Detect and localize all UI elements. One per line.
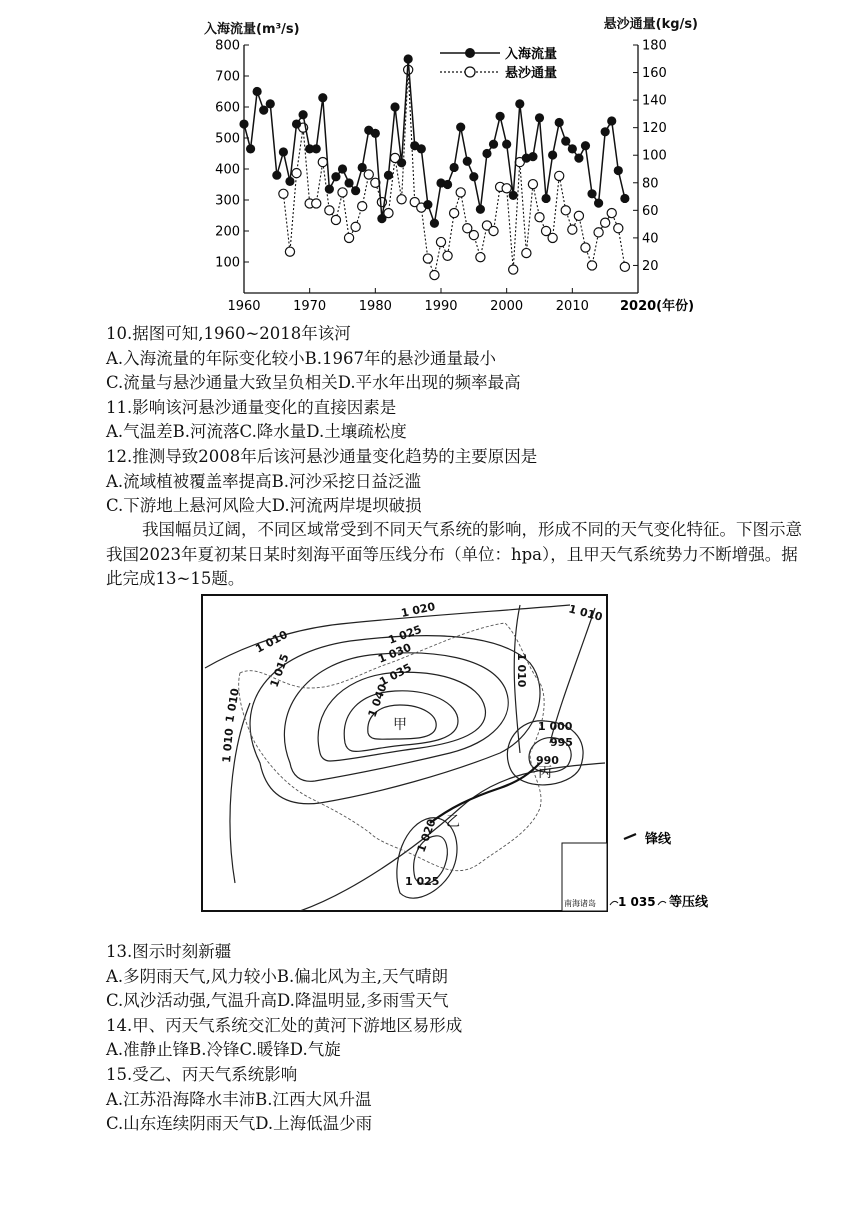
flow-point — [489, 140, 498, 149]
flow-point — [292, 119, 301, 128]
flow-point — [404, 54, 413, 63]
q14-options: A.准静止锋B.冷锋C.暖锋D.气旋 — [106, 1040, 341, 1060]
intro-paragraph-block — [106, 518, 806, 592]
flow-point — [541, 194, 550, 203]
x-tick-label: 1980 — [358, 299, 392, 314]
flow-point — [239, 119, 248, 128]
sediment-series — [279, 65, 630, 279]
x-tick-label: 2020(年份) — [620, 299, 695, 314]
left-tick-label: 400 — [215, 162, 240, 178]
sediment-point — [285, 247, 294, 256]
flow-point — [312, 144, 321, 153]
flow-point — [384, 171, 393, 180]
x-tick-label: 1960 — [227, 299, 261, 314]
flow-point — [496, 112, 505, 121]
right-tick-label: 20 — [642, 258, 659, 274]
sediment-point — [502, 184, 511, 193]
right-tick-label: 40 — [642, 231, 659, 247]
sediment-point — [397, 195, 406, 204]
flow-point — [581, 141, 590, 150]
left-tick-label: 500 — [215, 131, 240, 147]
sediment-point — [489, 226, 498, 235]
sediment-point — [312, 199, 321, 208]
isobar-label-1: 1 010 — [253, 627, 290, 656]
sediment-point — [338, 188, 347, 197]
sediment-point — [620, 262, 629, 271]
isobar-label-12: 995 — [550, 736, 573, 749]
isobar-label-10: 1 010 — [515, 653, 528, 688]
sediment-point — [436, 237, 445, 246]
flow-point — [430, 219, 439, 228]
flow-point — [482, 149, 491, 158]
flow-point — [515, 99, 524, 108]
flow-point — [587, 189, 596, 198]
sediment-point — [364, 170, 373, 179]
x-tick-label: 1990 — [424, 299, 458, 314]
isobar-label-14: 1 020 — [414, 817, 439, 855]
flow-point — [607, 116, 616, 125]
flow-point — [574, 154, 583, 163]
legend-sediment-label: 悬沙通量 — [505, 66, 558, 81]
flow-point — [325, 185, 334, 194]
right-tick-label: 140 — [642, 93, 667, 109]
sediment-point — [476, 253, 485, 262]
sediment-point — [279, 189, 288, 198]
sediment-point — [574, 211, 583, 220]
sediment-point — [325, 206, 334, 215]
flow-point — [528, 152, 537, 161]
sediment-point — [509, 265, 518, 274]
legend-isobar-value: 1 035 — [618, 895, 656, 909]
sediment-point — [318, 158, 327, 167]
q12-stem: 12.推测导致2008年后该河悬沙通量变化趋势的主要原因是 — [106, 446, 538, 466]
sediment-point — [522, 248, 531, 257]
sediment-point — [568, 225, 577, 234]
sediment-point — [548, 233, 557, 242]
flow-point — [417, 144, 426, 153]
sediment-point — [535, 213, 544, 222]
flow-sediment-chart — [202, 8, 722, 320]
flow-point — [620, 194, 629, 203]
system-jia-label: 甲 — [393, 717, 407, 733]
sediment-point — [555, 171, 564, 180]
left-tick-label: 800 — [215, 38, 240, 54]
legend-flow-label: 入海流量 — [505, 47, 558, 62]
q10-options-cd: C.流量与悬沙通量大致呈负相关D.平水年出现的频率最高 — [106, 373, 521, 393]
q15-stem: 15.受乙、丙天气系统影响 — [106, 1064, 298, 1084]
right-tick-label: 120 — [642, 121, 667, 137]
right-tick-label: 100 — [642, 148, 667, 164]
flow-point — [509, 191, 518, 200]
flow-point — [469, 172, 478, 181]
sediment-point — [344, 233, 353, 242]
pressure-map-canvas — [200, 593, 730, 915]
right-axis-title: 悬沙通量(kg/s) — [603, 17, 698, 32]
sediment-point — [351, 222, 360, 231]
right-tick-label: 180 — [642, 38, 667, 54]
sediment-point — [607, 208, 616, 217]
q15-options-cd: C.山东连续阴雨天气D.上海低温少雨 — [106, 1114, 373, 1134]
chart-canvas — [202, 8, 722, 320]
legend-front-label: 锋线 — [645, 832, 672, 847]
isobar-label-5: 1 035 — [377, 660, 414, 689]
left-tick-label: 100 — [215, 255, 240, 271]
flow-point — [594, 199, 603, 208]
flow-point — [555, 118, 564, 127]
q14-stem: 14.甲、丙天气系统交汇处的黄河下游地区易形成 — [106, 1015, 463, 1035]
sediment-point — [594, 228, 603, 237]
isobar-label-3: 1 025 — [386, 622, 424, 647]
intro-paragraph: 我国幅员辽阔，不同区域常受到不同天气系统的影响，形成不同的天气变化特征。下图示意我国2023年夏初某日某时刻海平面等压线分布（单位：hpa），且甲天气系统势力不断增强。据此完成13~15题。 — [106, 520, 802, 589]
isobar-label-7: 1 015 — [267, 652, 292, 690]
isobar-label-8: 1 010 — [223, 687, 242, 724]
flow-point — [285, 177, 294, 186]
flow-point — [351, 186, 360, 195]
flow-point — [377, 214, 386, 223]
questions-13-15 — [106, 940, 806, 1137]
sediment-point — [614, 224, 623, 233]
isobar-label-16: 1 010 — [567, 602, 604, 624]
q10-options-ab: A.入海流量的年际变化较小B.1967年的悬沙通量最小 — [106, 348, 497, 368]
sediment-point — [581, 243, 590, 252]
flow-point — [390, 102, 399, 111]
sediment-point — [587, 261, 596, 270]
isobar-label-9: 1 010 — [220, 727, 236, 764]
isobar-label-4: 1 030 — [376, 640, 414, 666]
pressure-map — [200, 593, 730, 915]
flow-point — [502, 140, 511, 149]
flow-point — [397, 158, 406, 167]
sediment-point — [601, 218, 610, 227]
system-yi-label: 乙 — [446, 814, 460, 830]
x-tick-label: 2010 — [555, 299, 589, 314]
flow-point — [476, 205, 485, 214]
flow-point — [456, 123, 465, 132]
flow-point — [253, 87, 262, 96]
left-tick-label: 200 — [215, 224, 240, 240]
q12-options-ab: A.流域植被覆盖率提高B.河沙采挖日益泛滥 — [106, 471, 422, 491]
isobar-label-13: 990 — [536, 754, 559, 767]
flow-point — [601, 127, 610, 136]
sediment-point — [331, 215, 340, 224]
left-tick-label: 700 — [215, 69, 240, 85]
flow-point — [246, 144, 255, 153]
questions-10-12 — [106, 322, 806, 519]
flow-point — [614, 166, 623, 175]
q13-stem: 13.图示时刻新疆 — [106, 942, 232, 961]
sediment-point — [358, 202, 367, 211]
flow-series — [239, 54, 629, 227]
flow-point — [344, 178, 353, 187]
q15-options-ab: A.江苏沿海降水丰沛B.江西大风升温 — [106, 1089, 372, 1109]
chart-axes — [215, 39, 694, 315]
left-axis-title: 入海流量(m³/s) — [204, 22, 300, 37]
flow-point — [450, 163, 459, 172]
flow-point — [548, 150, 557, 159]
sediment-point — [561, 206, 570, 215]
q13-options-ab: A.多阴雨天气,风力较小B.偏北风为主,天气晴朗 — [106, 966, 449, 986]
chart-legend — [440, 46, 557, 81]
q10-stem: 10.据图可知,1960~2018年该河 — [106, 324, 351, 343]
flow-point — [272, 171, 281, 180]
flow-point — [318, 93, 327, 102]
sediment-point — [469, 231, 478, 240]
flow-point — [266, 99, 275, 108]
sediment-point — [456, 188, 465, 197]
q13-options-cd: C.风沙活动强,气温升高D.降温明显,多雨雪天气 — [106, 991, 449, 1011]
sediment-point — [450, 208, 459, 217]
flow-point — [443, 180, 452, 189]
sediment-point — [443, 251, 452, 260]
right-tick-label: 80 — [642, 176, 659, 192]
inset-label: 南海诸岛 — [564, 899, 596, 908]
flow-point — [463, 157, 472, 166]
q11-stem: 11.影响该河悬沙通量变化的直接因素是 — [106, 397, 397, 417]
flow-point — [331, 172, 340, 181]
left-tick-label: 300 — [215, 193, 240, 209]
q11-options: A.气温差B.河流落C.降水量D.土壤疏松度 — [106, 422, 407, 442]
isobar-label-11: 1 000 — [538, 720, 573, 733]
flow-point — [568, 144, 577, 153]
isobar-label-15: 1 025 — [405, 875, 440, 888]
flow-point — [279, 147, 288, 156]
sediment-point — [423, 254, 432, 263]
system-bing-label: 丙 — [538, 765, 552, 781]
flow-point — [423, 200, 432, 209]
flow-point — [358, 163, 367, 172]
flow-point — [338, 164, 347, 173]
map-legend — [610, 831, 709, 910]
legend-isobar-label: 等压线 — [669, 895, 709, 910]
left-tick-label: 600 — [215, 100, 240, 116]
flow-point — [299, 110, 308, 119]
flow-point — [535, 113, 544, 122]
right-tick-label: 160 — [642, 66, 667, 82]
sediment-point — [528, 180, 537, 189]
isobar-label-6: 1 040 — [365, 682, 390, 720]
sediment-point — [430, 270, 439, 279]
x-tick-label: 2000 — [490, 299, 524, 314]
flow-point — [371, 129, 380, 138]
isobar-label-2: 1 020 — [399, 600, 437, 620]
flow-point — [561, 137, 570, 146]
sediment-point — [292, 169, 301, 178]
x-tick-label: 1970 — [293, 299, 327, 314]
right-tick-label: 60 — [642, 203, 659, 219]
q12-options-cd: C.下游地上悬河风险大D.河流两岸堤坝破损 — [106, 496, 422, 516]
